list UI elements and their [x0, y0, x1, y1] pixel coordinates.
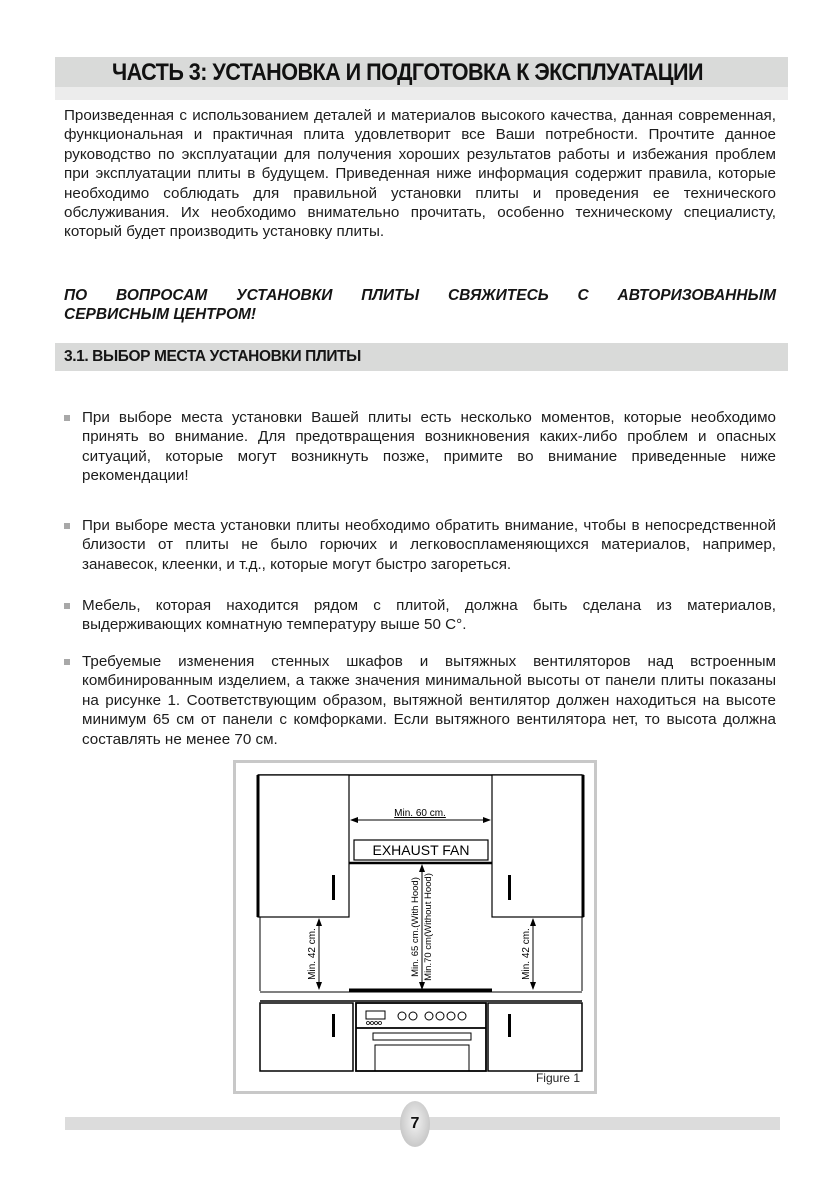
- bullet-item: [64, 408, 776, 486]
- upper-left-handle: [332, 875, 335, 900]
- kitchen-installation-diagram: [236, 763, 594, 1091]
- bullet-text: При выборе места установки плиты необходимо обратить внимание, чтобы в непосредственной близости от плиты не было горючих и легковоспламеняющихся материалов, например, занавесок, клеенки, и т.д., которые могут быстро загореться.: [82, 517, 776, 573]
- bullet-item: [64, 516, 776, 574]
- bullet-item: [64, 596, 776, 635]
- notice-text: [64, 286, 776, 324]
- lower-right-handle: [508, 1014, 511, 1037]
- page-title: ЧАСТЬ 3: УСТАНОВКА И ПОДГОТОВКА К ЭКСПЛУАТАЦИИ: [112, 59, 703, 86]
- upper-left-cabinet: [258, 775, 349, 917]
- notice-line-2: СЕРВИСНЫМ ЦЕНТРОМ!: [64, 306, 257, 323]
- page-number: 7: [400, 1101, 430, 1147]
- notice-line-1: ПО ВОПРОСАМ УСТАНОВКИ ПЛИТЫ СВЯЖИТЕСЬ С АВТОРИЗОВАННЫМ: [64, 287, 776, 304]
- no-hood-height-label: Min.70 cm(Without Hood): [423, 873, 434, 981]
- title-bar-shadow: [55, 87, 788, 100]
- bullet-square-icon: [64, 603, 70, 609]
- bullet-square-icon: [64, 415, 70, 421]
- bullet-text: При выборе места установки Вашей плиты есть несколько моментов, которые необходимо принять во внимание. Для предотвращения возникновения каких-либо проблем и опасных ситуаций, которые могут возникнуть позже, примите во внимание приведенные ниже рекомендации!: [82, 409, 776, 485]
- bullet-text: Требуемые изменения стенных шкафов и вытяжных вентиляторов над встроенным комбинированным изделием, а также значения минимальной высоты от панели плиты показаны на рисунке 1. Соответствующим образом, вытяжной вентилятор должен находиться на высоте минимум 65 см от панели с комфорками. Если вытяжного вентилятора нет, то высота должна составлять не менее 70 см.: [82, 653, 776, 748]
- hood-height-label: Min. 65 cm.(With Hood): [410, 877, 421, 977]
- left-height-label: Min. 42 cm.: [307, 928, 318, 980]
- intro-paragraph: Произведенная с использованием деталей и материалов высокого качества, данная современная, функциональная и практичная плита удовлетворит все Ваши потребности. Прочтите данное руководство по эксплуатации для получения хороших результатов работы и избежания проблем при эксплуатации плиты в будущем. Приведенная ниже информация содержит правила, которые необходимо соблюдать для правильной установки плиты и проведения ее технического обслуживания. Их необходимо внимательно прочитать, особенно техническому специалисту, который будет производить установку плиты.: [64, 107, 776, 241]
- lower-right-cabinet: [488, 1003, 582, 1071]
- figure-1: [233, 760, 597, 1094]
- exhaust-fan-label: EXHAUST FAN: [372, 842, 470, 858]
- figure-caption: Figure 1: [535, 1071, 580, 1085]
- lower-left-handle: [332, 1014, 335, 1037]
- section-title: 3.1. ВЫБОР МЕСТА УСТАНОВКИ ПЛИТЫ: [64, 348, 361, 365]
- bullet-square-icon: [64, 523, 70, 529]
- upper-right-cabinet: [492, 775, 583, 917]
- upper-right-handle: [508, 875, 511, 900]
- right-height-label: Min. 42 cm.: [521, 928, 532, 980]
- lower-left-cabinet: [260, 1003, 353, 1071]
- bullet-square-icon: [64, 659, 70, 665]
- width-label: Min. 60 cm.: [394, 808, 446, 819]
- bullet-text: Мебель, которая находится рядом с плитой, должна быть сделана из материалов, выдерживающих комнатную температуру выше 50 С°.: [82, 597, 776, 634]
- bullet-item: [64, 652, 776, 749]
